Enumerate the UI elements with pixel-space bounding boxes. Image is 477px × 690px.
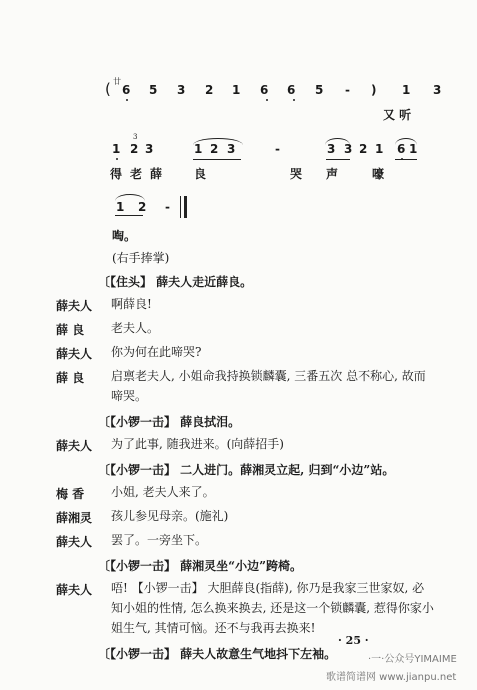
stage-direction: 〔【小锣一击】 薛夫人故意生气地抖下左袖。: [98, 647, 337, 661]
row1-note: 1: [232, 83, 241, 97]
row1-note: ): [371, 83, 377, 97]
speech-line: 小姐, 老夫人来了。: [111, 485, 215, 499]
row2-lyric-char: 薛: [150, 167, 163, 181]
speech-line: 启禀老夫人, 小姐命我持换锁麟囊, 三番五次 总不称心, 故而啼哭。: [111, 369, 426, 403]
beam-line: [326, 159, 350, 160]
slur-arc: [395, 138, 417, 145]
row1-note: 2: [205, 83, 214, 97]
row3-note: -: [165, 200, 170, 214]
row3-note: 1: [116, 200, 125, 214]
row2-note: 3: [145, 142, 154, 156]
row1-lyric: 又 听: [383, 108, 412, 122]
row1-note: 3: [433, 83, 442, 97]
row3-note: 2: [138, 200, 147, 214]
stage-direction: 〔【住头】 薛夫人走近薛良。: [98, 275, 253, 289]
speaker-role: 薛夫人: [56, 439, 93, 453]
speaker-role: 薛夫人: [56, 347, 93, 361]
row1-note: 1: [402, 83, 411, 97]
speaker-role: 薛 良: [56, 323, 85, 337]
beam-line: [193, 159, 241, 160]
speech-line: 老夫人。: [111, 321, 160, 335]
row2-note: 3: [227, 142, 236, 156]
row1-note: 6: [260, 83, 269, 97]
row2-note: 1: [409, 142, 418, 156]
row2-note: -: [275, 142, 280, 156]
row2-lyric-char: 声: [326, 167, 339, 181]
beam-line: [395, 159, 417, 160]
row1-note: 6: [122, 83, 131, 97]
stage-direction: (右手捧掌): [112, 251, 170, 265]
row2-lyric-char: 老: [130, 167, 143, 181]
row2-note: 1: [375, 142, 384, 156]
tempo-mark: 廿: [113, 77, 121, 86]
speaker-role: 薛 良: [56, 371, 85, 385]
row2-note: 3: [327, 142, 336, 156]
row1-note: 6: [287, 83, 296, 97]
speech-line: 啊薛良!: [111, 297, 152, 311]
speaker-role: 薛夫人: [56, 583, 93, 597]
speech-line: 唔! 【小锣一击】 大胆薛良(指薛), 你乃是我家三世家奴, 必知小姐的性情, 怎么换来换去, 还是这一个锁麟囊, 惹得你家小姐生气, 其情可恼。还不与我再去换来!: [111, 581, 434, 635]
stage-direction: 〔【小锣一击】 薛湘灵坐“小边”跨椅。: [98, 559, 302, 573]
speaker-role: 薛夫人: [56, 299, 93, 313]
speech-line: 孩儿参见母亲。(施礼): [111, 509, 229, 523]
speech-line: 你为何在此啼哭?: [111, 345, 202, 359]
speech-line: 罢了。一旁坐下。: [111, 533, 208, 547]
octave-dot: [401, 158, 403, 160]
row2-lyric-char: 良: [194, 167, 207, 181]
row2-lyric-char: 得: [110, 167, 123, 181]
row2-note: 3: [344, 142, 353, 156]
speaker-role: 薛夫人: [56, 535, 93, 549]
final-barline: [184, 196, 187, 218]
page-number: · 25 ·: [338, 634, 369, 647]
row2-note: 2: [210, 142, 219, 156]
row2-note: 6: [397, 142, 406, 156]
row3-lyric: 啕。: [112, 229, 137, 243]
row1-note: 5: [315, 83, 324, 97]
row1-note: -: [345, 83, 350, 97]
octave-dot: [293, 99, 295, 101]
octave-dot: [126, 99, 128, 101]
row1-note: 3: [177, 83, 186, 97]
speech-line: 为了此事, 随我进来。(向薛招手): [111, 437, 284, 451]
row2-note: 2: [130, 142, 139, 156]
slur-arc: [193, 138, 243, 145]
speaker-role: 梅 香: [56, 487, 85, 501]
watermark-top: ·一·公众号YIMAIME: [368, 654, 457, 665]
octave-dot: [266, 99, 268, 101]
row2-lyric-char: 哭: [290, 167, 303, 181]
slur-arc: [325, 138, 350, 145]
open-paren: (: [105, 80, 111, 98]
octave-dot: [116, 158, 118, 160]
grace-note: 3: [133, 133, 138, 141]
stage-direction: 〔【小锣一击】 二人进门。薛湘灵立起, 归到“小边”站。: [98, 463, 395, 477]
row2-note: 1: [112, 142, 121, 156]
row1-note: 5: [149, 83, 158, 97]
watermark-bottom: 歌谱简谱网 www.jianpu.net: [326, 672, 457, 683]
barline: [180, 196, 181, 218]
row2-note: 2: [359, 142, 368, 156]
row2-lyric-char: 嚎: [372, 167, 385, 181]
row2-note: 1: [194, 142, 203, 156]
stage-direction: 〔【小锣一击】 薛良拭泪。: [98, 415, 241, 429]
speaker-role: 薛湘灵: [56, 511, 93, 525]
beam-line: [115, 215, 143, 216]
